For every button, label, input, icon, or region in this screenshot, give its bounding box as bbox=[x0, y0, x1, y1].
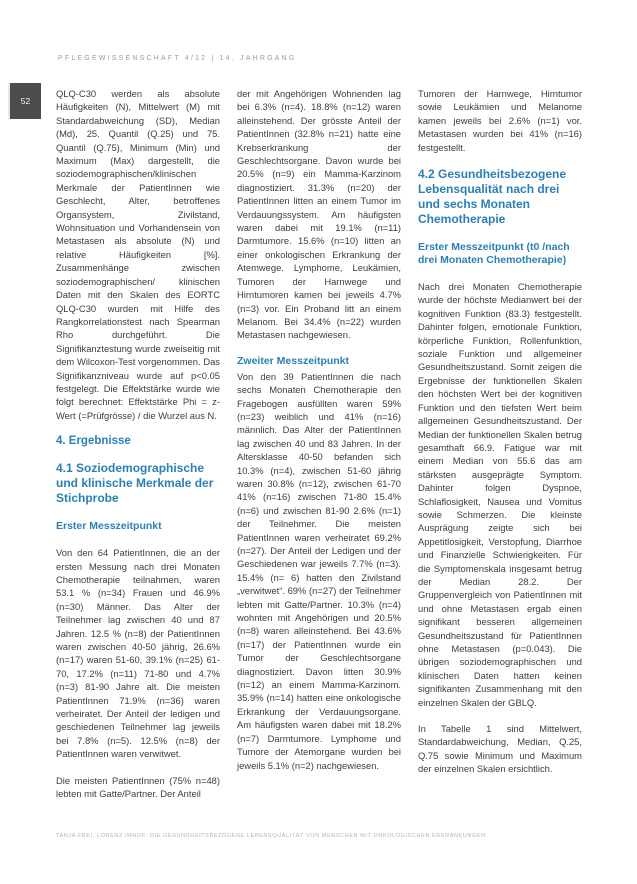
heading-first-timepoint: Erster Messzeitpunkt bbox=[56, 520, 162, 533]
column-1 bbox=[56, 87, 220, 813]
column-3 bbox=[418, 87, 582, 813]
column-2 bbox=[237, 87, 401, 813]
paragraph-sample-t1: Von den 64 PatientInnen, die an der ersten Messung nach drei Monaten Chemotherapie teilnahmen, waren 53.1 % (n=34) Frauen und 46.9% (n=30) Männer. Das Alter der Teilnehmer lag zwischen 40 und 87 Jahren. 12.5 % (n=8) der PatientInnen waren zwischen 40-50 jährig, 26.6% (n=17) waren 51-60, 39.1% (n=25) 61-70, 17.2% (n=11) 71-80 und 4.7% (n=3) 81-90 Jahre alt. Die meisten PatientInnen 71.9% (n=36) waren verheiratet. Der Anteil der ledigen und geschiedenen Teilnehmer lag jeweils bei 7.8% (n=5). 12.5% (n=8) der PatientInnen waren verwitwet. bbox=[56, 547, 220, 760]
page-number: 52 bbox=[20, 96, 31, 106]
running-footer: TANJA FREI, LORENZ IMHOF: DIE GESUNDHEITSBEZOGENE LEBENSQUALITÄT VON MENSCHEN MIT ONKOLOGISCHEN ERKRANKUNGEN bbox=[56, 833, 486, 839]
paragraph-table-reference: In Tabelle 1 sind Mittelwert, Standardabweichung, Median, Q.25, Q.75 sowie Minimum und Maximum der einzelnen Skalen ersichtlich. bbox=[418, 723, 582, 775]
paragraph-sample-t2: Von den 39 PatientInnen die nach sechs Monaten Chemotherapie den Fragebogen ausfüllten waren 59% (n=23) weiblich und 41% (n=16) männlich. Das Alter der PatientInnen lag zwischen 40 und 83 Jahren. In der Altersklasse 40-50 befanden sich 10.3% (n=4), zwischen 51-60 jährig waren 30.8% (n=12), zwischen 61-70 41% (n=16) zwischen 71-80 15.4% (n=6) und zwischen 81-90 2.6% (n=1) der Teilnehmer. Die meisten PatientInnen waren verheiratet 69.2% (n=27). Der Anteil der Ledigen und der Geschiedenen war jeweils 7.7% (n=3). 15.4% (n= 6) hatten den Zivilstand „verwitwet“. 69% (n=27) der Teilnehmer lebten mit Gatte/Partner. 10.3% (n=4) wohnten mit Angehörigen und 20.5% (n=8) waren alleinstehend. Bei 43.6% (n=17) der PatientInnen wurde ein Tumor der Geschlechtsorgane diagnostiziert. Davon litten 30.9% (n=12) an einem Mamma-Karzinom. 35.9% (n=14) hatten eine onkologische Erkrankung der Verdauungsorgane. Am häufigsten waren dabei mit 18.2% (n=7) Darmtumore. Lymphome und Tumore der Atemorgane wurden bei jeweils 5.1% (n=2) nachgewiesen. bbox=[237, 370, 401, 771]
heading-results: 4. Ergebnisse bbox=[56, 435, 131, 448]
heading-first-timepoint-t0: Erster Messzeitpunkt (t0 /nach drei Monaten Chemotherapie) bbox=[418, 241, 570, 267]
journal-header: PFLEGEWISSENSCHAFT 4/12 | 14. JAHRGANG bbox=[58, 55, 297, 62]
article-columns bbox=[56, 87, 582, 813]
paragraph-diagnoses-t1: der mit Angehörigen Wohnenden lag bei 6.3% (n=4). 18.8% (n=12) waren alleinstehend. Der grösste Anteil der PatientInnen (32.8% n=21) hatte eine Krebserkrankung der Geschlechtsorgane. Davon wurde bei 20.5% (n=9) ein Mamma-Karzinom diagnostiziert. 31.3% (n=20) der PatientInnen litten an einem Tumor im Verdauungssystem. Am häufigsten waren dabei mit 19.1% (n=11) Darmtumore. 15.6% (n=10) litten an einer onkologischen Erkrankung der Atemwege. Lymphome, Leukämien, Tumoren der Harnwege und Hirntumoren kamen bei jeweils 4.7% (n=3) vor. Ein Proband litt an einem Melanom. Bei 34.4% (n=22) wurden Metastasen nachgewiesen. bbox=[237, 88, 401, 341]
paragraph-methods: QLQ-C30 werden als absolute Häufigkeiten (N), Mittelwert (M) mit Standardabweichung (SD), Median (Md), 25. Quantil (Q.25) und 75. Quantil (Q.75), Minimum (Min) und Maximum (Max) dargestellt, die soziodemographischen/klinischen Merkmale der PatientInnen wie Geschlecht, Alter, betroffenes Organsystem, Zivilstand, Wohnsituation und Vorhandensein von Metastasen als absolute (N) und relative Häufigkeiten [%]. Zusammenhänge zwischen soziodemographischen/ klinischen Daten mit den Skalen des EORTC QLQ-C30 wurden mit Hilfe des Rangkorrelationstest nach Spearman Rho durchgeführt. Die Signifikanztestung wurde zweiseitig mit dem Wilcoxon-Test vorgenommen. Das Signifikanzniveau wurde auf p<0.05 festgelegt. Die Effektstärke wurde wie folgt berechnet: Effektstärke Phi = z-Wert (=Prüfgrösse) / die Wurzel aus N. bbox=[56, 88, 220, 421]
heading-4-1: 4.1 Soziodemographische und klinische Merkmale der Stichprobe bbox=[56, 461, 214, 506]
heading-second-timepoint: Zweiter Messzeitpunkt bbox=[237, 354, 350, 367]
page-number-badge bbox=[8, 83, 41, 119]
heading-4-2: 4.2 Gesundheitsbezogene Lebensqualität nach drei und sechs Monaten Chemotherapie bbox=[418, 167, 567, 227]
paragraph-qol-results: Nach drei Monaten Chemotherapie wurde der höchste Medianwert bei der kognitiven Funktion (83.3) festgestellt. Dahinter folgen, emotionale Funktion, körperliche Funktion, Rollenfunktion, soziale Funktion und allgemeiner Gesundheitszustand. Somit zeigen die Ergebnisse der funktionellen Skalen den höchsten Wert bei der kognitiven Funktion und den tiefsten Wert beim allgemeinen Gesundheitszustand. Der Median der funktionellen Skalen betrug gesamthaft 66.9. Fatigue war mit einem Median von 55.6 das am stärksten ausgeprägte Symptom. Dahinter folgen Dyspnoe, Schlaflosigkeit, Nausea und Vomitus sowie Schmerzen. Die kleinste Ausprägung zeigte sich bei Appetitlosigkeit, Verstopfung, Diarrhoe und Finanzielle Schwierigkeiten. Für die Symptomenskala insgesamt betrug der Median 28.2. Der Gruppenvergleich von PatientInnen mit und ohne Metastasen ergab einen signifikant besseren allgemeinen Gesundheitszustand für PatientInnen ohne Metastasen (p=0.043). Die übrigen soziodemographischen und klinischen Daten hatten keinen signifikanten Zusammenhang mit den einzelnen Skalen der GBLQ. bbox=[418, 281, 582, 708]
paragraph-living-situation: Die meisten PatientInnen (75% n=48) lebten mit Gatte/Partner. Der Anteil bbox=[56, 774, 220, 800]
paragraph-diagnoses-t2: Tumoren der Harnwege, Hirntumor sowie Leukämien und Melanome kamen jeweils bei 2.6% (n=1) vor. Metastasen wurden bei 41% (n=16) festgestellt. bbox=[418, 88, 582, 153]
